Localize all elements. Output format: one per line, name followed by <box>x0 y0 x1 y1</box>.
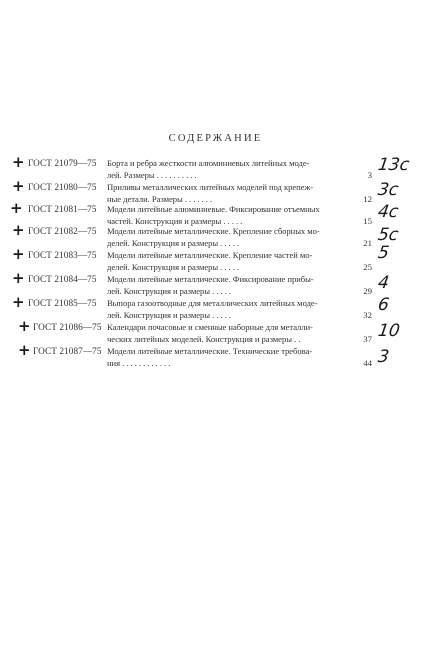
description-line: делей. Конструкция и размеры . . . . . <box>107 262 240 272</box>
page-number: 29 <box>363 286 372 296</box>
gost-code: ГОСТ 21081—75 <box>28 204 97 214</box>
page-title: СОДЕРЖАНИЕ <box>168 133 263 144</box>
description-line: Приливы металлических литейных моделей под крепеж- <box>107 182 314 192</box>
handwritten-note: 10 <box>376 321 402 341</box>
page-number: 12 <box>363 194 372 204</box>
gost-code: ГОСТ 21086—75 <box>33 322 102 332</box>
description-line: Модели литейные металлические. Фиксирование прибы- <box>107 274 314 284</box>
entry-description <box>107 181 347 205</box>
handwritten-plus-mark: + <box>12 153 25 171</box>
description-line: Модели литейные алюминиевые. Фиксирование отъемных <box>107 204 320 214</box>
description-line: Календари почасовые и сменные наборные для металли- <box>107 322 313 332</box>
description-line: ческих литейных моделей. Конструкция и размеры . . <box>107 334 301 344</box>
description-line: Борта и ребра жесткости алюминиевых литейных моде- <box>107 158 310 168</box>
page-number: 25 <box>363 262 372 272</box>
gost-code: ГОСТ 21083—75 <box>28 250 97 260</box>
gost-code: ГОСТ 21087—75 <box>33 346 102 356</box>
handwritten-plus-mark: + <box>18 341 31 359</box>
handwritten-note: 3 <box>376 347 391 367</box>
entry-description <box>107 203 347 227</box>
description-line: частей. Конструкция и размеры . . . . . <box>107 216 243 226</box>
description-line: ные детали. Размеры . . . . . . . <box>107 194 213 204</box>
page-number: 15 <box>363 216 372 226</box>
handwritten-note: 4 <box>376 273 391 293</box>
page-number: 44 <box>363 358 372 368</box>
handwritten-plus-mark: + <box>12 293 25 311</box>
handwritten-plus-mark: + <box>18 317 31 335</box>
handwritten-plus-mark: + <box>12 245 25 263</box>
description-line: Модели литейные металлические. Технические требова- <box>107 346 313 356</box>
entry-description <box>107 321 347 345</box>
entry-description <box>107 273 347 297</box>
handwritten-note: 6 <box>376 295 391 315</box>
entry-description <box>107 157 347 181</box>
page-number: 32 <box>363 310 372 320</box>
gost-code: ГОСТ 21082—75 <box>28 226 97 236</box>
handwritten-note: 5 <box>376 243 391 263</box>
description-line: Выпора газоотводные для металлических литейных моде- <box>107 298 318 308</box>
handwritten-note: 13с <box>376 155 411 175</box>
gost-code: ГОСТ 21080—75 <box>28 182 97 192</box>
entry-description <box>107 345 347 369</box>
handwritten-plus-mark: + <box>12 221 25 239</box>
description-line: лей. Конструкция и размеры . . . . . <box>107 310 231 320</box>
page-number: 37 <box>363 334 372 344</box>
description-line: Модели литейные металлические. Крепление сборных мо- <box>107 226 320 236</box>
handwritten-note: 3с <box>376 180 400 200</box>
gost-code: ГОСТ 21079—75 <box>28 158 97 168</box>
entry-description <box>107 297 347 321</box>
handwritten-note: 5с <box>376 225 400 245</box>
handwritten-note: 4с <box>376 202 400 222</box>
page-number: 21 <box>363 238 372 248</box>
handwritten-plus-mark: + <box>12 177 25 195</box>
handwritten-plus-mark: + <box>10 199 23 217</box>
description-line: Модели литейные металлические. Крепление частей мо- <box>107 250 313 260</box>
description-line: лей. Размеры . . . . . . . . . . <box>107 170 197 180</box>
page-number: 3 <box>367 170 372 180</box>
entry-description <box>107 225 347 249</box>
handwritten-plus-mark: + <box>12 269 25 287</box>
description-line: ния . . . . . . . . . . . . <box>107 358 171 368</box>
description-line: делей. Конструкция и размеры . . . . . <box>107 238 240 248</box>
entry-description <box>107 249 347 273</box>
gost-code: ГОСТ 21085—75 <box>28 298 97 308</box>
gost-code: ГОСТ 21084—75 <box>28 274 97 284</box>
description-line: лей. Конструкция и размеры . . . . . <box>107 286 231 296</box>
